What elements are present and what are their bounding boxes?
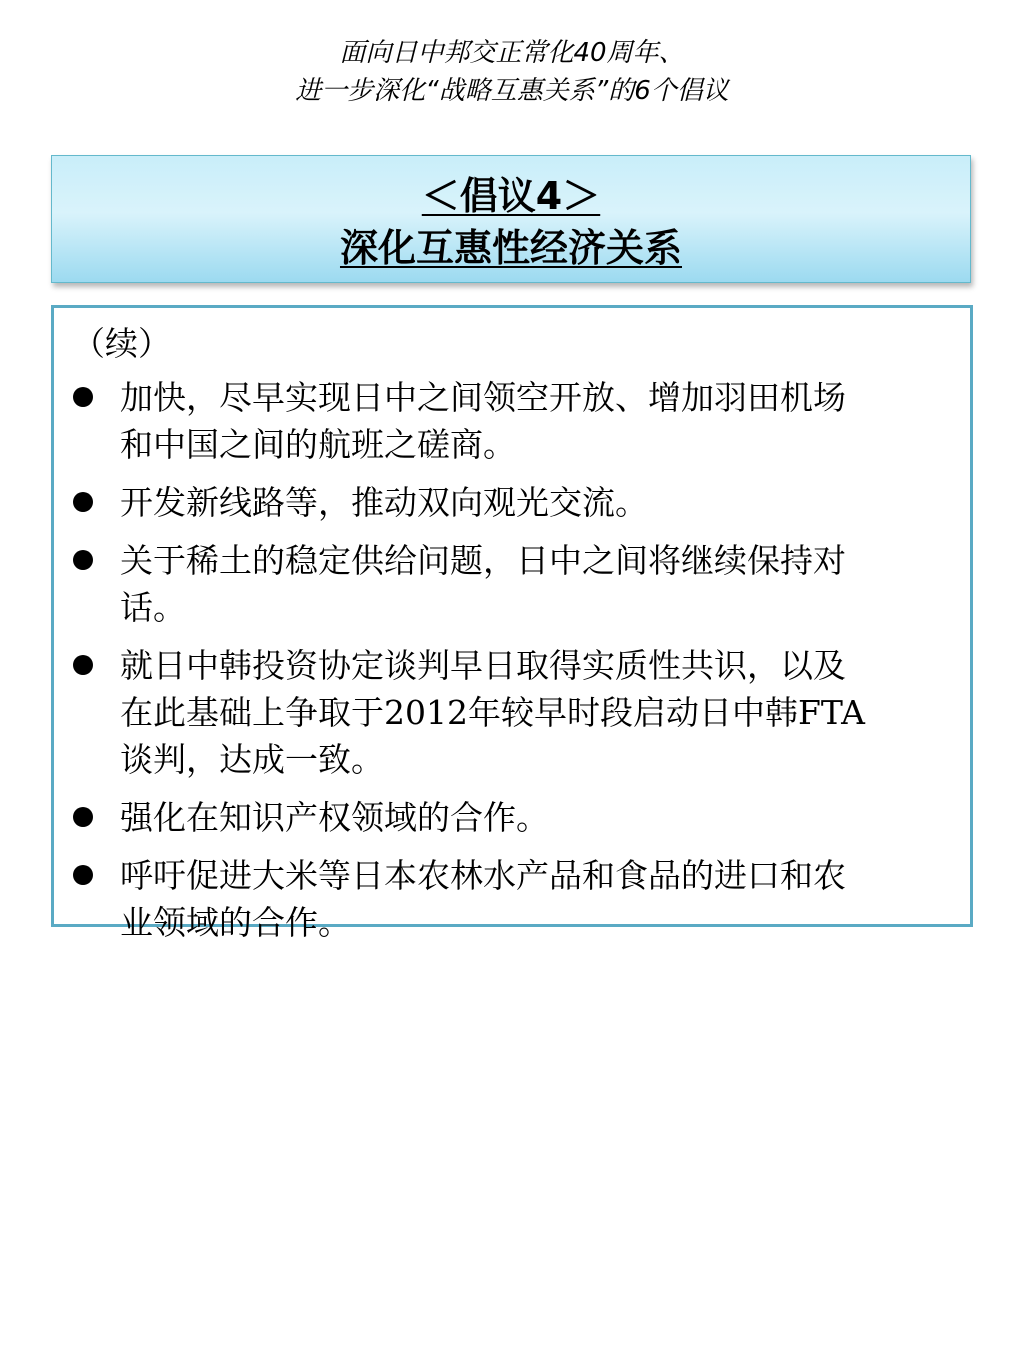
bullet-item (54, 642, 970, 783)
continued-label: （续） (72, 324, 171, 363)
bullet-dot-icon (73, 807, 93, 827)
bullet-line: 谈判，达成一致。 (120, 740, 384, 779)
bullet-dot-icon (73, 865, 93, 885)
bullet-line: 和中国之间的航班之磋商。 (120, 425, 516, 464)
bullet-line: 呼吁促进大米等日本农林水产品和食品的进口和农 (120, 856, 846, 895)
bullet-line: 在此基础上争取于2012年较早时段启动日中韩FTA (120, 693, 865, 732)
bullet-dot-icon (73, 655, 93, 675)
bullet-line: 开发新线路等，推动双向观光交流。 (120, 483, 648, 522)
bullet-item (54, 374, 970, 468)
bullet-line: 加快，尽早实现日中之间领空开放、增加羽田机场 (120, 378, 846, 417)
bullet-line: 话。 (120, 588, 186, 627)
bullet-item (54, 479, 970, 526)
bullet-line: 业领域的合作。 (120, 903, 351, 942)
proposal-title: 深化互惠性经济关系 (339, 226, 682, 270)
proposal-header-box (51, 155, 971, 283)
bullet-dot-icon (73, 550, 93, 570)
bullet-line: 就日中韩投资协定谈判早日取得实质性共识，以及 (120, 646, 846, 685)
bullet-dot-icon (73, 492, 93, 512)
bullet-dot-icon (73, 387, 93, 407)
bullet-line: 关于稀土的稳定供给问题，日中之间将继续保持对 (120, 541, 846, 580)
bullet-item (54, 537, 970, 631)
proposal-content-box (51, 305, 973, 942)
bullet-line: 强化在知识产权领域的合作。 (120, 798, 549, 837)
proposal-number: ＜倡议4＞ (421, 174, 601, 218)
bullet-item (54, 852, 970, 946)
bullet-list (54, 374, 970, 946)
document-title-line-1: 面向日中邦交正常化40周年、 (339, 38, 685, 68)
document-title (0, 34, 1024, 110)
bullet-item (54, 794, 970, 841)
document-title-line-2: 进一步深化“战略互惠关系”的6个倡议 (295, 76, 729, 106)
